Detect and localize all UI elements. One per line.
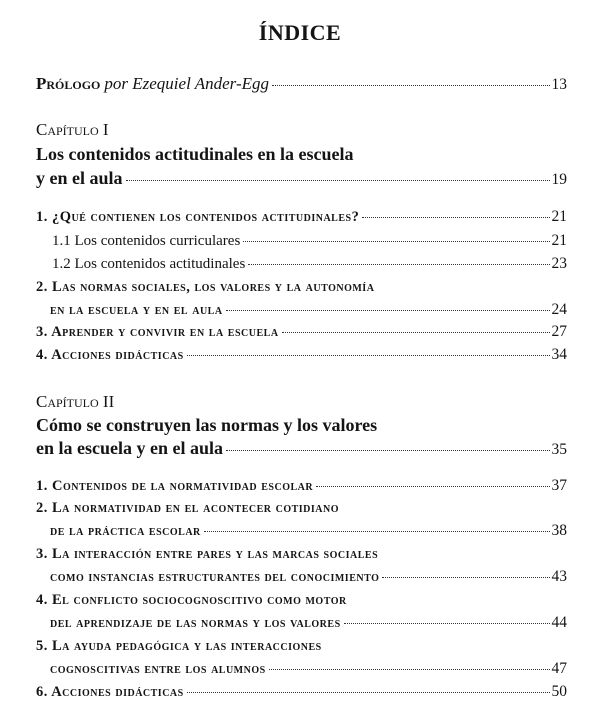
leader-dots xyxy=(248,264,549,265)
page-number: 44 xyxy=(551,614,567,631)
page-number: 23 xyxy=(551,255,567,272)
page-number: 19 xyxy=(551,171,567,188)
chapter-2-label: Capítulo II xyxy=(36,392,115,411)
entry-text-line1: 2. La normatividad en el acontecer cotidiano xyxy=(36,500,340,516)
toc-entry[interactable] xyxy=(36,683,567,701)
page-number: 50 xyxy=(551,683,567,700)
leader-dots xyxy=(382,577,549,578)
entry-text-line2: del aprendizaje de las normas y los valores xyxy=(50,615,341,631)
page-title: ÍNDICE xyxy=(258,20,342,45)
entry-text-line1: 2. Las normas sociales, los valores y la autonomía xyxy=(36,279,375,295)
toc-entry-prologo[interactable] xyxy=(36,74,567,94)
page-number: 24 xyxy=(551,301,567,318)
entry-text-line2: en la escuela y en el aula xyxy=(50,302,223,318)
entry-text-line2: como instancias estructurantes del conocimiento xyxy=(50,569,380,585)
entry-text: 6. Acciones didácticas xyxy=(36,684,184,700)
toc-entry[interactable] xyxy=(36,522,567,540)
page-number: 35 xyxy=(551,441,567,458)
toc-entry[interactable] xyxy=(36,346,567,364)
toc-entry-chapter-1[interactable] xyxy=(36,168,567,189)
toc-entry[interactable] xyxy=(36,568,567,586)
page-number: 38 xyxy=(551,522,567,539)
page-number: 47 xyxy=(551,660,567,677)
page-number: 27 xyxy=(551,323,567,340)
leader-dots xyxy=(226,310,550,311)
entry-text: 1.1 Los contenidos curriculares xyxy=(52,233,241,249)
page-number: 43 xyxy=(551,568,567,585)
leader-dots xyxy=(243,241,549,242)
entry-text: 1. ¿Qué contienen los contenidos actitudinales? xyxy=(36,209,360,225)
entry-text-line2: cognoscitivas entre los alumnos xyxy=(50,661,266,677)
chapter-2-title-line2: en la escuela y en el aula xyxy=(36,438,223,458)
chapter-2-title-line1: Cómo se construyen las normas y los valores xyxy=(36,415,378,435)
leader-dots xyxy=(282,332,550,333)
page-number: 37 xyxy=(551,477,567,494)
page-number: 34 xyxy=(551,346,567,363)
leader-dots xyxy=(269,669,550,670)
chapter-1-title-line2: y en el aula xyxy=(36,168,123,188)
page-number: 13 xyxy=(551,76,567,93)
page-number: 21 xyxy=(551,232,567,249)
entry-text-line1: 5. La ayuda pedagógica y las interacciones xyxy=(36,638,322,654)
toc-entry[interactable] xyxy=(36,477,567,495)
page-number: 21 xyxy=(551,208,567,225)
chapter-1-title-line1: Los contenidos actitudinales en la escuela xyxy=(36,144,354,164)
prologo-label: Prólogo xyxy=(36,74,101,93)
entry-text-line1: 4. El conflicto sociocognoscitivo como motor xyxy=(36,592,347,608)
entry-text: 3. Aprender y convivir en la escuela xyxy=(36,324,279,340)
entry-text-line1: 3. La interacción entre pares y las marcas sociales xyxy=(36,546,379,562)
leader-dots xyxy=(187,355,550,356)
leader-dots xyxy=(126,180,550,181)
entry-text: 1. Contenidos de la normatividad escolar xyxy=(36,478,314,494)
entry-text-line2: de la práctica escolar xyxy=(50,523,201,539)
leader-dots xyxy=(226,450,550,451)
toc-entry[interactable] xyxy=(36,208,567,226)
toc-entry[interactable] xyxy=(36,323,567,341)
entry-text: 1.2 Los contenidos actitudinales xyxy=(52,256,246,272)
leader-dots xyxy=(362,217,549,218)
entry-text: 4. Acciones didácticas xyxy=(36,347,184,363)
toc-entry[interactable] xyxy=(36,660,567,678)
toc-entry[interactable] xyxy=(36,614,567,632)
leader-dots xyxy=(316,486,549,487)
toc-entry-chapter-2[interactable] xyxy=(36,438,567,459)
prologo-author: por Ezequiel Ander-Egg xyxy=(104,74,269,93)
toc-entry[interactable] xyxy=(36,301,567,319)
toc-entry[interactable] xyxy=(52,255,567,273)
leader-dots xyxy=(204,531,550,532)
chapter-1-label: Capítulo I xyxy=(36,120,109,139)
leader-dots xyxy=(272,85,550,86)
leader-dots xyxy=(344,623,550,624)
leader-dots xyxy=(187,692,550,693)
toc-entry[interactable] xyxy=(52,232,567,250)
